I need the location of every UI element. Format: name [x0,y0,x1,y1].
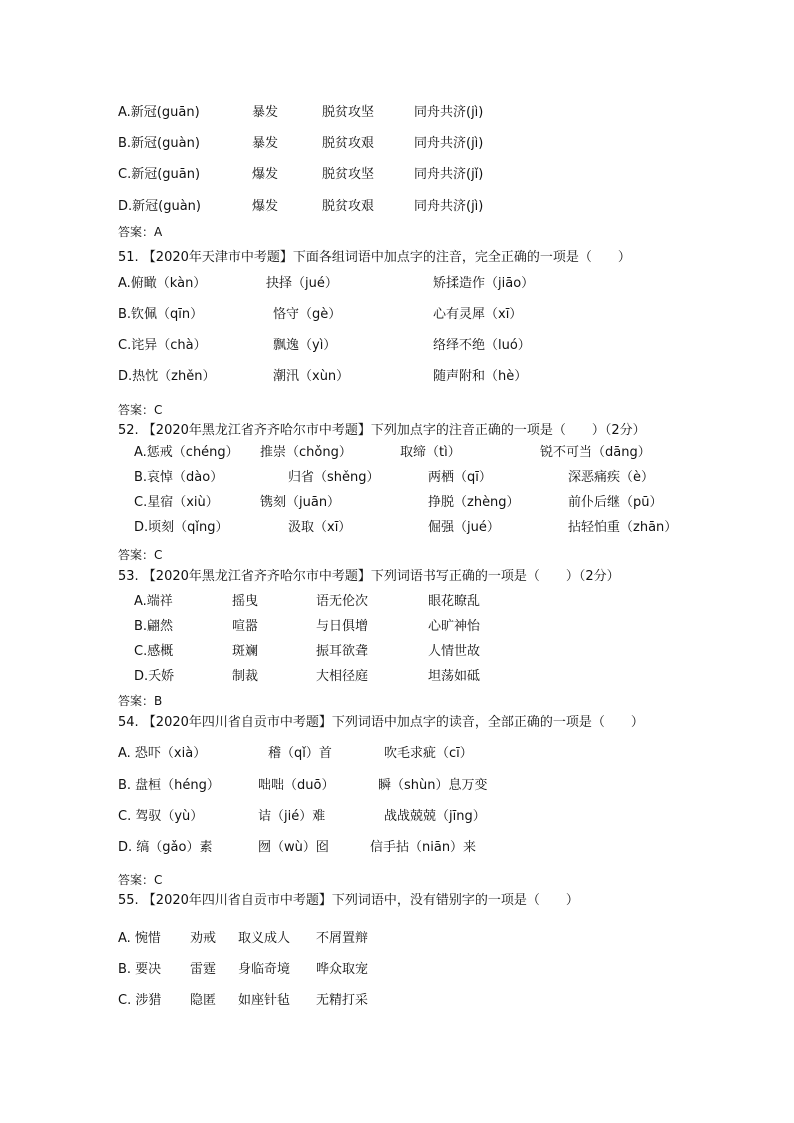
q54-c-3: 战战兢兢（jīng） [384,809,486,824]
q51-d-2: 潮汛（xùn） [273,369,350,384]
q52-stem: 52. 【2020年黑龙江省齐齐哈尔市中考题】下列加点字的注音正确的一项是（ ）（2分） [118,423,646,438]
q51-stem: 51. 【2020年天津市中考题】下面各组词语中加点字的注音，完全正确的一项是（ ） [118,250,631,265]
q54-a-2: 稽（qǐ）首 [268,746,332,761]
q52-b-1: B.哀悼（dào） [134,470,224,485]
q55-b-1: B. 要决 [118,962,162,977]
q54-b-2: 咄咄（duō） [258,778,335,793]
q53-c-1: C.感概 [134,644,174,659]
q55-c-2: 隐匿 [190,993,217,1008]
q50-c-4: 同舟共济(jǐ) [414,167,484,182]
q50-d-4: 同舟共济(jì) [414,199,484,214]
q52-c-4: 前仆后继（pū） [568,495,663,510]
q51-b-1: B.钦佩（qīn） [118,307,204,322]
q55-a-3: 取义成人 [238,931,291,946]
q50-b-1: B.新冠(guàn) [118,136,200,151]
q55-b-2: 雷霆 [190,962,217,977]
q51-answer: 答案：C [118,403,163,417]
q51-c-2: 飘逸（yì） [273,338,337,353]
q52-d-3: 倔强（jué） [428,520,500,535]
q50-d-3: 脱贫攻艰 [322,199,375,214]
q54-d-2: 囫（wù）囵 [258,840,329,855]
q53-answer: 答案：B [118,694,163,708]
q54-a-3: 吹毛求疵（cī） [384,746,473,761]
q53-b-2: 喧嚣 [232,619,259,634]
q54-c-1: C. 驾驭（yù） [118,809,204,824]
q50-d-1: D.新冠(guàn) [118,199,201,214]
q50-answer: 答案：A [118,225,163,239]
q50-c-2: 爆发 [252,167,279,182]
q54-d-3: 信手拈（niān）来 [370,840,477,855]
q50-b-2: 暴发 [252,136,279,151]
q55-c-4: 无精打采 [316,993,369,1008]
q53-b-1: B.翩然 [134,619,174,634]
q52-d-4: 拈轻怕重（zhān） [568,520,678,535]
q51-d-3: 随声附和（hè） [433,369,528,384]
q54-d-1: D. 缟（gǎo）素 [118,840,213,855]
q54-c-2: 诘（jié）难 [258,809,326,824]
q52-a-3: 取缔（tì） [400,445,461,460]
q50-a-2: 暴发 [252,105,279,120]
q51-c-3: 络绎不绝（luó） [433,338,531,353]
q52-d-1: D.顷刻（qǐng） [134,520,229,535]
q52-c-3: 挣脱（zhèng） [428,495,520,510]
q53-a-2: 摇曳 [232,594,259,609]
q53-c-2: 斑斓 [232,644,259,659]
q52-a-1: A.惩戒（chéng） [134,445,239,460]
q52-b-2: 归省（shěng） [288,470,380,485]
q50-a-1: A.新冠(guān) [118,105,200,120]
q53-d-4: 坦荡如砥 [428,669,481,684]
q54-b-1: B. 盘桓（héng） [118,778,220,793]
q55-b-4: 哗众取宠 [316,962,369,977]
q52-c-1: C.星宿（xiù） [134,495,219,510]
q50-b-3: 脱贫攻艰 [322,136,375,151]
q50-a-3: 脱贫攻坚 [322,105,375,120]
q55-stem: 55. 【2020年四川省自贡市中考题】下列词语中，没有错别字的一项是（ ） [118,893,579,908]
q51-b-2: 恪守（gè） [273,307,342,322]
q53-a-1: A.端祥 [134,594,173,609]
q50-c-3: 脱贫攻坚 [322,167,375,182]
q52-a-2: 推崇（chǒng） [260,445,352,460]
q53-b-4: 心旷神怡 [428,619,481,634]
q55-c-1: C. 涉猎 [118,993,162,1008]
q53-c-3: 振耳欲聋 [316,644,369,659]
q53-d-2: 制裁 [232,669,259,684]
q53-a-3: 语无伦次 [316,594,369,609]
q54-a-1: A. 恐吓（xià） [118,746,207,761]
q52-a-4: 锐不可当（dāng） [540,445,651,460]
q52-b-3: 两栖（qī） [428,470,492,485]
q51-b-3: 心有灵犀（xī） [433,307,523,322]
q50-d-2: 爆发 [252,199,279,214]
q55-b-3: 身临奇境 [238,962,291,977]
q51-d-1: D.热忱（zhěn） [118,369,216,384]
q55-a-2: 劝戒 [190,931,217,946]
q52-c-2: 镌刻（juān） [260,495,341,510]
q55-c-3: 如座针毡 [238,993,291,1008]
q53-d-3: 大相径庭 [316,669,369,684]
q55-a-1: A. 惋惜 [118,931,161,946]
q51-a-2: 抉择（jué） [266,276,338,291]
q50-a-4: 同舟共济(jì) [414,105,484,120]
q53-a-4: 眼花瞭乱 [428,594,481,609]
q52-answer: 答案：C [118,548,163,562]
q53-c-4: 人情世故 [428,644,481,659]
q51-a-1: A.俯瞰（kàn） [118,276,207,291]
q53-d-1: D.夭娇 [134,669,175,684]
q54-stem: 54. 【2020年四川省自贡市中考题】下列词语中加点字的读音，全部正确的一项是（ ） [118,715,644,730]
q50-c-1: C.新冠(guān) [118,167,201,182]
q50-b-4: 同舟共济(jì) [414,136,484,151]
q54-b-3: 瞬（shùn）息万变 [378,778,488,793]
q52-d-2: 汲取（xī） [288,520,352,535]
q53-stem: 53. 【2020年黑龙江省齐齐哈尔市中考题】下列词语书写正确的一项是（ ）（2分） [118,569,620,584]
q54-answer: 答案：C [118,873,163,887]
q51-c-1: C.诧异（chà） [118,338,207,353]
q51-a-3: 矫揉造作（jiāo） [433,276,535,291]
q55-a-4: 不屑置辩 [316,931,369,946]
q52-b-4: 深恶痛疾（è） [568,470,654,485]
q53-b-3: 与日俱增 [316,619,369,634]
